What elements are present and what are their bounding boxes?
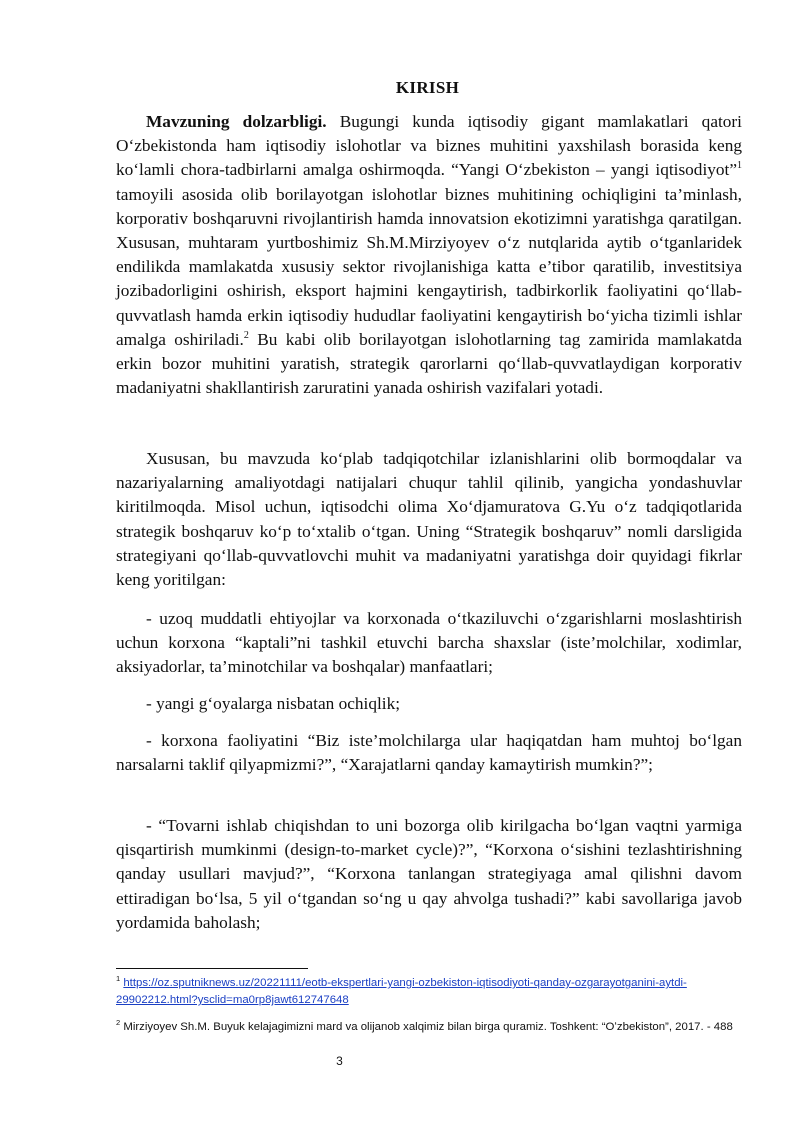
paragraph-text: tamoyili asosida olib borilayotgan islohotlar biznes muhitining ochiqligini ta’minlash, korporativ boshqaruvni rivojlantirish hamda innovatsion ekotizimni yaratishga qaratilgan. Xususan, muhtaram yurtboshimiz Sh.M.Mirziyoyev oʻz nutqlarida aytib oʻtganlaridek endilikda mamlakatda xususiy sektor rivojlanishiga katta e’tibor qaratilib, investitsiya jozibadorligini oshirish, eksport hajmini kengaytirish, tadbirkorlik faoliyatini qoʻllab-quvvatlash hamda erkin iqtisodiy hududlar faoliyatini kengaytirish boʻyicha tizimli ishlar amalga oshiriladi.: [116, 184, 742, 349]
paragraph-text: Bugungi kunda iqtisodiy gigant mamlakatlari qatori Oʻzbekistonda ham iqtisodiy islohotlar va biznes muhitini yaxshilash borasida keng koʻlamli chora-tadbirlarni amalga oshirmoqda. “Yangi Oʻzbekiston – yangi iqtisodiyot”: [116, 112, 742, 180]
footnote-1: [116, 975, 742, 1009]
footnote-number: 2: [116, 1018, 121, 1028]
footnote-divider: [116, 968, 308, 969]
paragraph-research: Xususan, bu mavzuda koʻplab tadqiqotchilar izlanishlarini olib bormoqdalar va nazariyalarning amaliyotdagi natijalari chuqur tahlil qilinib, yangicha yondashuvlar kiritilmoqda. Misol uchun, iqtisodchi olima Xoʻdjamuratova G.Yu oʻz tadqiqotlarida strategik boshqaruv koʻp toʻxtalib oʻtgan. Uning “Strategik boshqaruv” nomli darsligida strategiyani qoʻllab-quvvatlovchi muhit va madaniyatni yaratishga doir quyidagi fikrlar keng yoritilgan:: [116, 449, 742, 590]
list-item: - yangi gʻoyalarga nisbatan ochiqlik;: [146, 694, 401, 713]
footnote-reference-2[interactable]: 2: [243, 330, 249, 342]
paragraph-relevance: [116, 110, 742, 400]
list-item: - uzoq muddatli ehtiyojlar va korxonada oʻtkaziluvchi oʻzgarishlarni moslashtirish uchun korxona “kaptali”ni tashkil etuvchi barcha shaxslar (iste’molchilar, xodimlar, aksiyadorlar, ta’minotchilar va boshqalar) manfaatlari;: [116, 609, 742, 677]
paragraph-lead-bold: Mavzuning dolzarbligi.: [146, 112, 327, 131]
list-item: - korxona faoliyatini “Biz iste’molchilarga ular haqiqatdan ham muhtoj boʻlgan narsalarni taklif qilyapmizmi?”, “Xarajatlarni qanday kamaytirish mumkin?”;: [116, 731, 742, 775]
paragraph-text: Bu kabi olib borilayotgan islohotlarning tag zamirida mamlakatda erkin bozor muhitini yaratish, strategik qarorlarni qoʻllab-quvvatlaydigan korporativ madaniyatni shakllantirish zaruratini yanada oshirish vazifalari yotadi.: [116, 329, 742, 398]
footnote-reference-1[interactable]: 1: [737, 160, 742, 172]
footnote-number: 1: [116, 974, 121, 984]
page-number: 3: [336, 1054, 343, 1068]
footnote-2: [116, 1019, 742, 1036]
page-title: KIRISH: [395, 78, 460, 97]
footnote-text: Mirziyoyev Sh.M. Buyuk kelajagimizni mard va olijanob xalqimiz bilan birga quramiz. Toshkent: “Oʻzbekiston”, 2017. - 488: [123, 1021, 733, 1033]
list-item: - “Tovarni ishlab chiqishdan to uni bozorga olib kirilgacha boʻlgan vaqtni yarmiga qisqartirish mumkinmi (design-to-market cycle)?”, “Korxona oʻsishini tezlashtirishning qanday usullari mavjud?”, “Korxona tanlangan strategiyaga amal qilishni davom ettiradigan boʻlsa, 5 yil oʻtgandan soʻng u qay ahvolga tushadi?” kabi savollariga javob yordamida baholash;: [116, 816, 742, 932]
footnote-link[interactable]: https://oz.sputniknews.uz/20221111/eotb-ekspertlari-yangi-ozbekiston-iqtisodiyoti-qanday-ozgarayotganini-aytdi-29902212.html?ysclid=ma0rp8jawt612747648: [116, 977, 687, 1006]
